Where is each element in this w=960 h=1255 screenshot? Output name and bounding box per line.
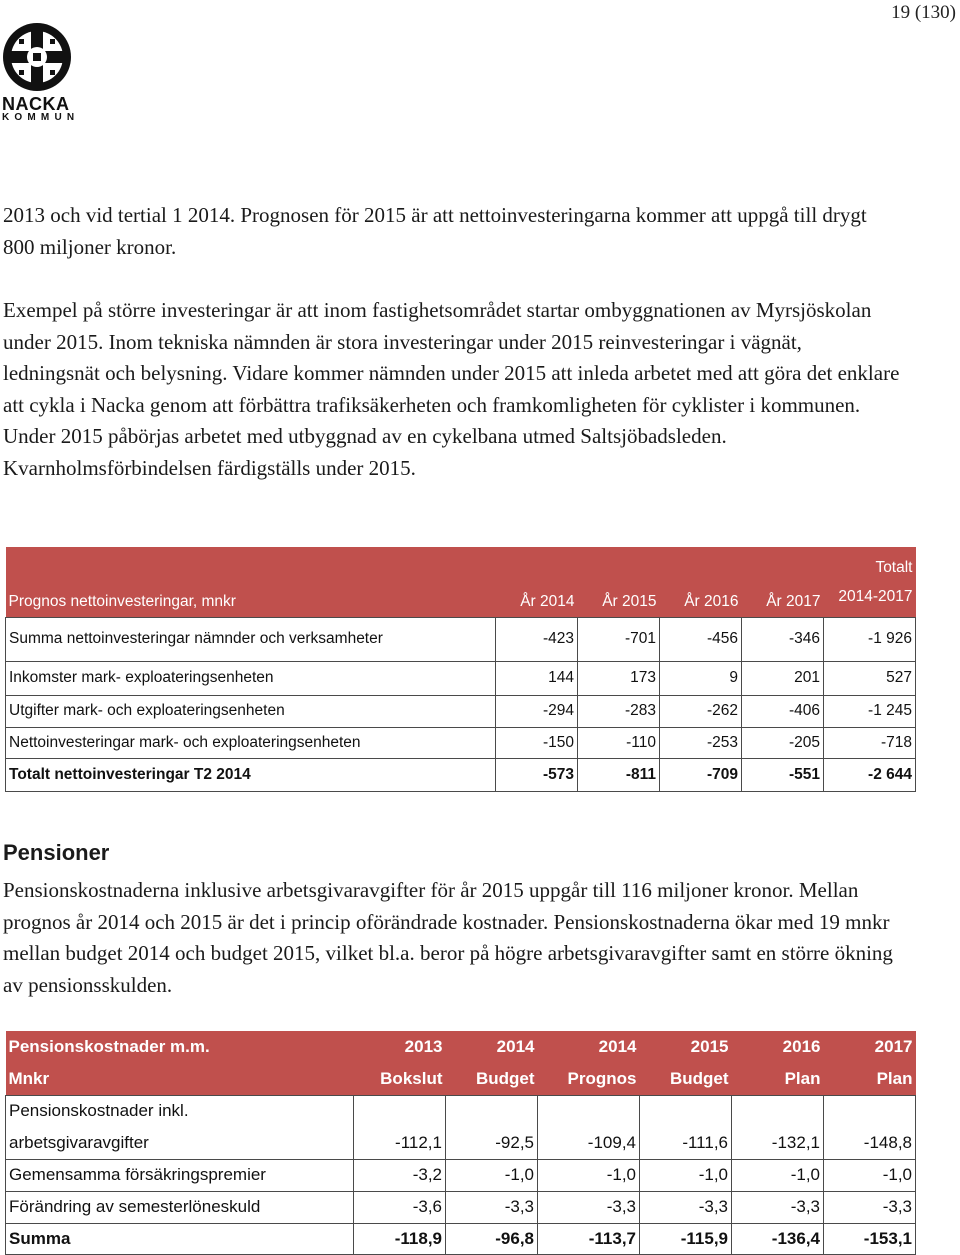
row-label: Förändring av semesterlöneskuld bbox=[6, 1191, 354, 1223]
row-label: Pensionskostnader inkl. bbox=[6, 1095, 354, 1127]
investment-forecast-table bbox=[5, 547, 916, 792]
cell-value: 173 bbox=[578, 661, 660, 695]
page-number: 19 (130) bbox=[891, 2, 956, 23]
cell-value: -1 245 bbox=[824, 695, 916, 727]
cell-value: -1,0 bbox=[538, 1159, 640, 1191]
cell-value: -110 bbox=[578, 727, 660, 758]
row-label: Nettoinvesteringar mark- och exploateringsenheten bbox=[6, 727, 496, 758]
cell-value: -148,8 bbox=[824, 1127, 916, 1159]
row-label: Inkomster mark- exploateringsenheten bbox=[6, 661, 496, 695]
empty-cell bbox=[824, 1095, 916, 1127]
row-label: Utgifter mark- och exploateringsenheten bbox=[6, 695, 496, 727]
paragraph-pensions: Pensionskostnaderna inklusive arbetsgivaravgifter för år 2015 uppgår till 116 miljoner kronor. Mellan prognos år 2014 och 2015 är det i princip oförändrade kostnader. Pensionskostnaderna ökar med 19 mnkr mellan budget 2014 och budget 2015, vilket bl.a. beror på högre arbetsgivaravgifter samt en större ökning av pensionsskulden. bbox=[3, 878, 893, 997]
pension-costs-table bbox=[5, 1031, 916, 1255]
row-label: Gemensamma försäkringspremier bbox=[6, 1159, 354, 1191]
cell-value: -136,4 bbox=[732, 1223, 824, 1254]
total-header-top: Totalt bbox=[875, 558, 913, 576]
cell-value: -573 bbox=[496, 758, 578, 791]
table-row bbox=[6, 1159, 916, 1191]
table-header-row bbox=[6, 547, 916, 617]
table-row bbox=[6, 695, 916, 727]
cell-value: -1,0 bbox=[446, 1159, 538, 1191]
column-header: 2014 bbox=[538, 1031, 640, 1063]
cell-value: -294 bbox=[496, 695, 578, 727]
cell-value: -423 bbox=[496, 617, 578, 661]
column-header: 2015 bbox=[640, 1031, 732, 1063]
empty-cell bbox=[640, 1095, 732, 1127]
cell-value: -718 bbox=[824, 727, 916, 758]
table-total-row bbox=[6, 758, 916, 791]
logo-name: NACKA bbox=[2, 94, 70, 114]
row-label: arbetsgivaravgifter bbox=[6, 1127, 354, 1159]
column-header: 2017 bbox=[824, 1031, 916, 1063]
table-row bbox=[6, 727, 916, 758]
empty-cell bbox=[354, 1095, 446, 1127]
column-header: 2016 bbox=[732, 1031, 824, 1063]
cell-value: -1,0 bbox=[824, 1159, 916, 1191]
cell-value: -551 bbox=[742, 758, 824, 791]
cell-value: 144 bbox=[496, 661, 578, 695]
table-row bbox=[6, 1191, 916, 1223]
column-subheader: Bokslut bbox=[354, 1063, 446, 1095]
cell-value: -132,1 bbox=[732, 1127, 824, 1159]
total-header-bottom: 2014-2017 bbox=[838, 587, 913, 605]
nacka-logo bbox=[2, 22, 80, 123]
column-header: 2014 bbox=[446, 1031, 538, 1063]
section-heading-pensioner: Pensioner bbox=[3, 840, 110, 865]
empty-cell bbox=[732, 1095, 824, 1127]
cell-value: -118,9 bbox=[354, 1223, 446, 1254]
cell-value: -153,1 bbox=[824, 1223, 916, 1254]
cell-value: -3,3 bbox=[640, 1191, 732, 1223]
column-header: År 2015 bbox=[578, 547, 660, 617]
empty-cell bbox=[538, 1095, 640, 1127]
logo-subtitle: KOMMUN bbox=[2, 112, 80, 123]
table-total-row bbox=[6, 1223, 916, 1254]
unit-label: Mnkr bbox=[6, 1063, 354, 1095]
cell-value: 201 bbox=[742, 661, 824, 695]
column-header: År 2017 bbox=[742, 547, 824, 617]
column-subheader: Budget bbox=[640, 1063, 732, 1095]
cell-value: -1 926 bbox=[824, 617, 916, 661]
cell-value: -3,3 bbox=[538, 1191, 640, 1223]
cell-value: -283 bbox=[578, 695, 660, 727]
cell-value: -1,0 bbox=[640, 1159, 732, 1191]
paragraph-investment-examples: Exempel på större investeringar är att inom fastighetsområdet startar ombyggnationen av Myrsjöskolan under 2015. Inom tekniska nämnden är stora investeringar under 2015 reinvesteringar i vägnät, ledningsnät och belysning. Vidare kommer nämnden under 2015 att inleda arbetet med att göra det enklare att cykla i Nacka genom att förbättra trafiksäkerheten och framkomligheten för cyklister i kommunen. Under 2015 påbörjas arbetet med utbyggnad av en cykelbana utmed Saltsjöbadsleden. Kvarnholmsförbindelsen färdigställs under 2015. bbox=[3, 298, 900, 480]
cell-value: -262 bbox=[660, 695, 742, 727]
cell-value: -115,9 bbox=[640, 1223, 732, 1254]
row-label: Totalt nettoinvesteringar T2 2014 bbox=[6, 758, 496, 791]
cell-value: -3,3 bbox=[446, 1191, 538, 1223]
nacka-emblem-icon bbox=[2, 22, 72, 92]
table-row bbox=[6, 661, 916, 695]
column-header-total bbox=[824, 547, 916, 617]
cell-value: -112,1 bbox=[354, 1127, 446, 1159]
cell-value: -709 bbox=[660, 758, 742, 791]
cell-value: -406 bbox=[742, 695, 824, 727]
cell-value: -205 bbox=[742, 727, 824, 758]
cell-value: -92,5 bbox=[446, 1127, 538, 1159]
cell-value: -701 bbox=[578, 617, 660, 661]
cell-value: 9 bbox=[660, 661, 742, 695]
cell-value: 527 bbox=[824, 661, 916, 695]
cell-value: -3,3 bbox=[824, 1191, 916, 1223]
table-row bbox=[6, 617, 916, 661]
cell-value: -3,3 bbox=[732, 1191, 824, 1223]
column-header: 2013 bbox=[354, 1031, 446, 1063]
cell-value: -111,6 bbox=[640, 1127, 732, 1159]
cell-value: -113,7 bbox=[538, 1223, 640, 1254]
paragraph-investment-forecast: 2013 och vid tertial 1 2014. Prognosen för 2015 är att nettoinvesteringarna kommer att uppgå till drygt 800 miljoner kronor. bbox=[3, 203, 867, 259]
cell-value: -456 bbox=[660, 617, 742, 661]
table-header-row bbox=[6, 1031, 916, 1063]
cell-value: -109,4 bbox=[538, 1127, 640, 1159]
row-label: Summa bbox=[6, 1223, 354, 1254]
cell-value: -3,2 bbox=[354, 1159, 446, 1191]
cell-value: -150 bbox=[496, 727, 578, 758]
column-subheader: Prognos bbox=[538, 1063, 640, 1095]
column-subheader: Plan bbox=[824, 1063, 916, 1095]
cell-value: -3,6 bbox=[354, 1191, 446, 1223]
cell-value: -346 bbox=[742, 617, 824, 661]
table-row bbox=[6, 1095, 916, 1127]
cell-value: -96,8 bbox=[446, 1223, 538, 1254]
table-header-row bbox=[6, 1063, 916, 1095]
table-title: Pensionskostnader m.m. bbox=[6, 1031, 354, 1063]
cell-value: -1,0 bbox=[732, 1159, 824, 1191]
column-subheader: Plan bbox=[732, 1063, 824, 1095]
cell-value: -811 bbox=[578, 758, 660, 791]
column-subheader: Budget bbox=[446, 1063, 538, 1095]
empty-cell bbox=[446, 1095, 538, 1127]
table-title: Prognos nettoinvesteringar, mnkr bbox=[6, 547, 496, 617]
column-header: År 2016 bbox=[660, 547, 742, 617]
table-row bbox=[6, 1127, 916, 1159]
cell-value: -253 bbox=[660, 727, 742, 758]
row-label: Summa nettoinvesteringar nämnder och verksamheter bbox=[6, 617, 496, 661]
column-header: År 2014 bbox=[496, 547, 578, 617]
cell-value: -2 644 bbox=[824, 758, 916, 791]
